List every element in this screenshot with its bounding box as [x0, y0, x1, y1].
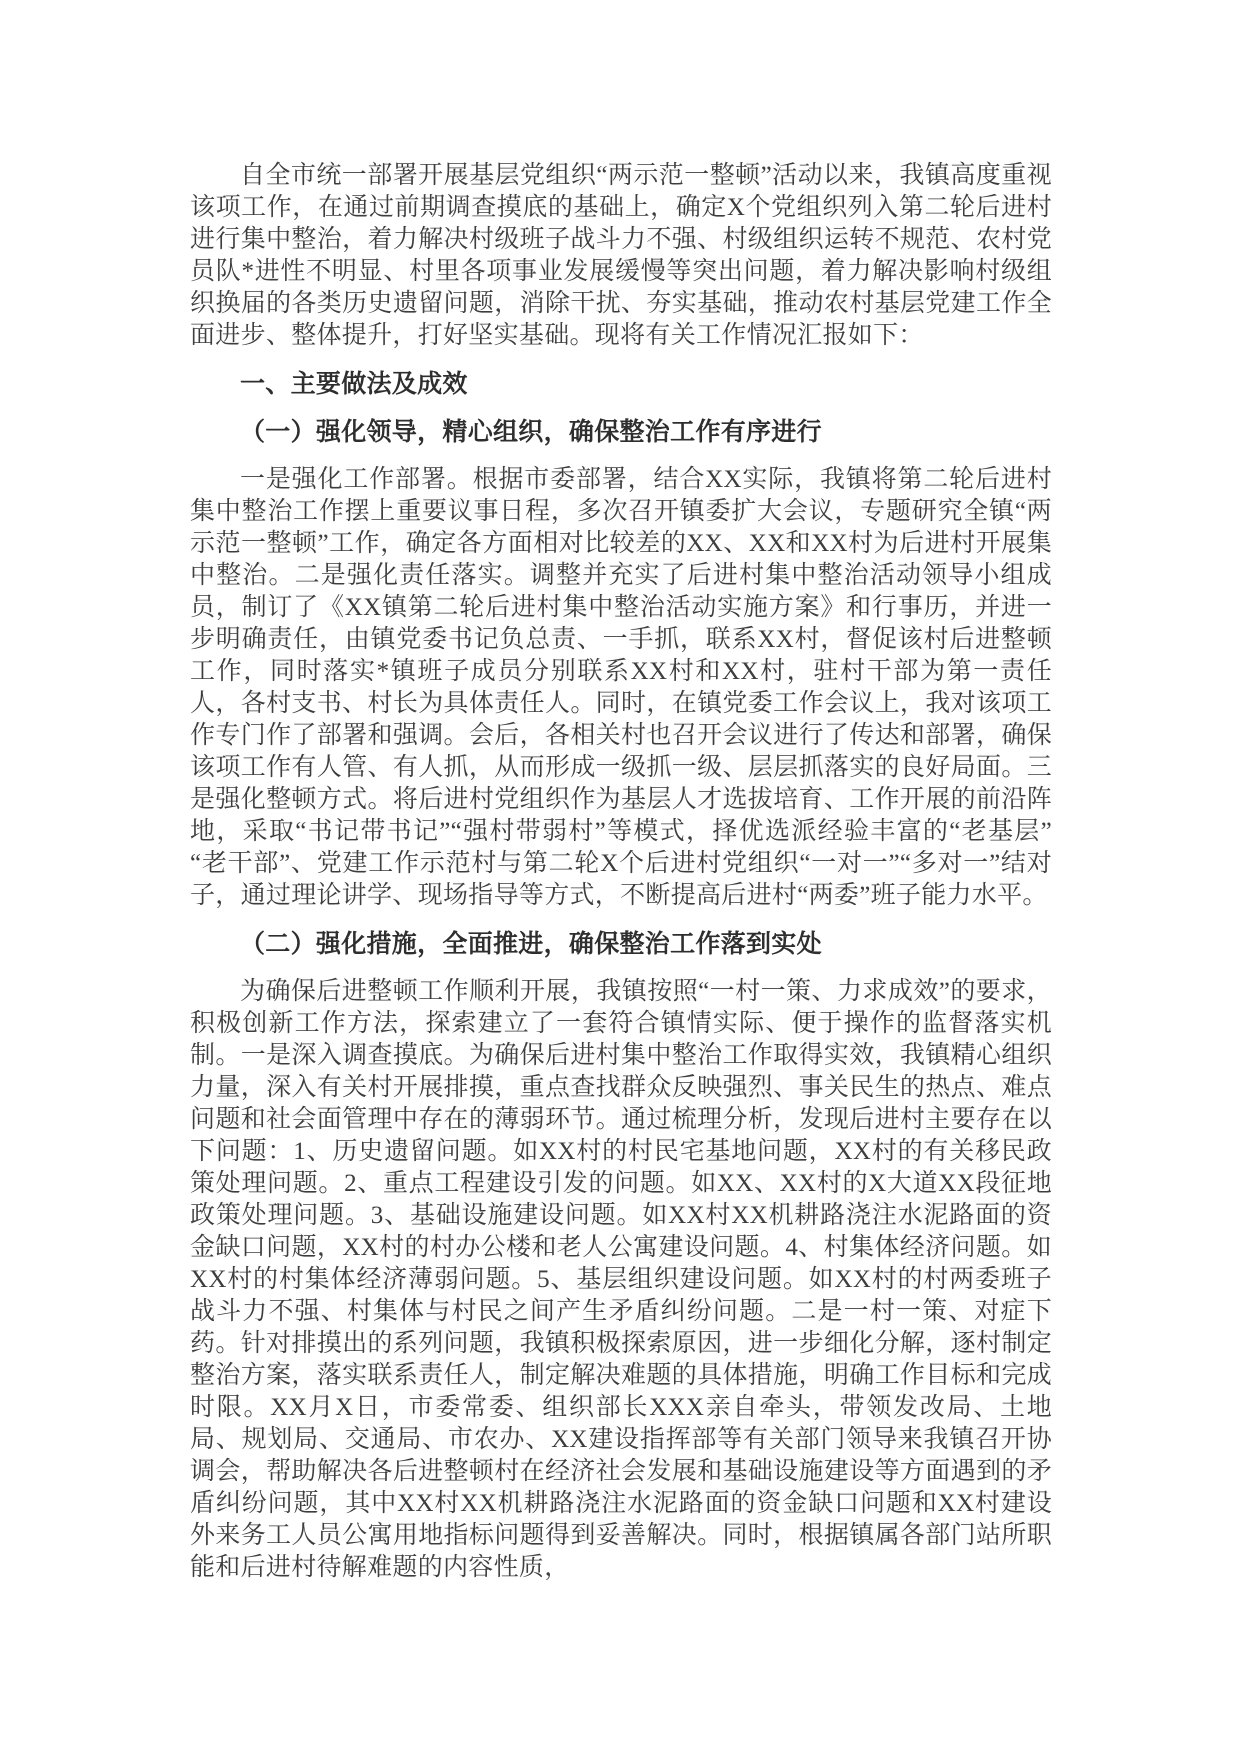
intro-paragraph: 自全市统一部署开展基层党组织“两示范一整顿”活动以来，我镇高度重视该项工作，在通过前期调查摸底的基础上，确定X个党组织列入第二轮后进村进行集中整治，着力解决村级班子战斗力不强、村级组织运转不规范、农村党员队*进性不明显、村里各项事业发展缓慢等突出问题，着力解决影响村级组织换届的各类历史遗留问题，消除干扰、夯实基础，推动农村基层党建工作全面进步、整体提升，打好坚实基础。现将有关工作情况汇报如下： [190, 162, 1052, 349]
section-1-sub-1-heading: （一）强化领导，精心组织，确保整治工作有序进行 [240, 418, 822, 446]
section-1-sub-2-paragraph: 为确保后进整顿工作顺利开展，我镇按照“一村一策、力求成效”的要求，积极创新工作方法，探索建立了一套符合镇情实际、便于操作的监督落实机制。一是深入调查摸底。为确保后进村集中整治工作取得实效，我镇精心组织力量，深入有关村开展排摸，重点查找群众反映强烈、事关民生的热点、难点问题和社会面管理中存在的薄弱环节。通过梳理分析，发现后进村主要存在以下问题：1、历史遗留问题。如XX村的村民宅基地问题，XX村的有关移民政策处理问题。2、重点工程建设引发的问题。如XX、XX村的X大道XX段征地政策处理问题。3、基础设施建设问题。如XX村XX机耕路浇注水泥路面的资金缺口问题，XX村的村办公楼和老人公寓建设问题。4、村集体经济问题。如XX村的村集体经济薄弱问题。5、基层组织建设问题。如XX村的村两委班子战斗力不强、村集体与村民之间产生矛盾纠纷问题。二是一村一策、对症下药。针对排摸出的系列问题，我镇积极探索原因，进一步细化分解，逐村制定整治方案，落实联系责任人，制定解决难题的具体措施，明确工作目标和完成时限。XX月X日，市委常委、组织部长XXX亲自牵头，带领发改局、土地局、规划局、交通局、市农办、XX建设指挥部等有关部门领导来我镇召开协调会，帮助解决各后进整顿村在经济社会发展和基础设施建设等方面遇到的矛盾纠纷问题，其中XX村XX机耕路浇注水泥路面的资金缺口问题和XX村建设外来务工人员公寓用地指标问题得到妥善解决。同时，根据镇属各部门站所职能和后进村待解难题的内容性质， [190, 978, 1052, 1581]
section-1-sub-1-paragraph: 一是强化工作部署。根据市委部署，结合XX实际，我镇将第二轮后进村集中整治工作摆上重要议事日程，多次召开镇委扩大会议，专题研究全镇“两示范一整顿”工作，确定各方面相对比较差的XX、XX和XX村为后进村开展集中整治。二是强化责任落实。调整并充实了后进村集中整治活动领导小组成员，制订了《XX镇第二轮后进村集中整治活动实施方案》和行事历，并进一步明确责任，由镇党委书记负总责、一手抓，联系XX村，督促该村后进整顿工作，同时落实*镇班子成员分别联系XX村和XX村，驻村干部为第一责任人，各村支书、村长为具体责任人。同时，在镇党委工作会议上，我对该项工作专门作了部署和强调。会后，各相关村也召开会议进行了传达和部署，确保该项工作有人管、有人抓，从而形成一级抓一级、层层抓落实的良好局面。三是强化整顿方式。将后进村党组织作为基层人才选拔培育、工作开展的前沿阵地，采取“书记带书记”“强村带弱村”等模式，择优选派经验丰富的“老基层”“老干部”、党建工作示范村与第二轮X个后进村党组织“一对一”“多对一”结对子，通过理论讲学、现场指导等方式，不断提高后进村“两委”班子能力水平。 [190, 466, 1052, 909]
document-body [190, 160, 1052, 1584]
section-1-sub-2-heading: （二）强化措施，全面推进，确保整治工作落到实处 [240, 930, 822, 958]
section-1-heading: 一、主要做法及成效 [240, 370, 468, 398]
